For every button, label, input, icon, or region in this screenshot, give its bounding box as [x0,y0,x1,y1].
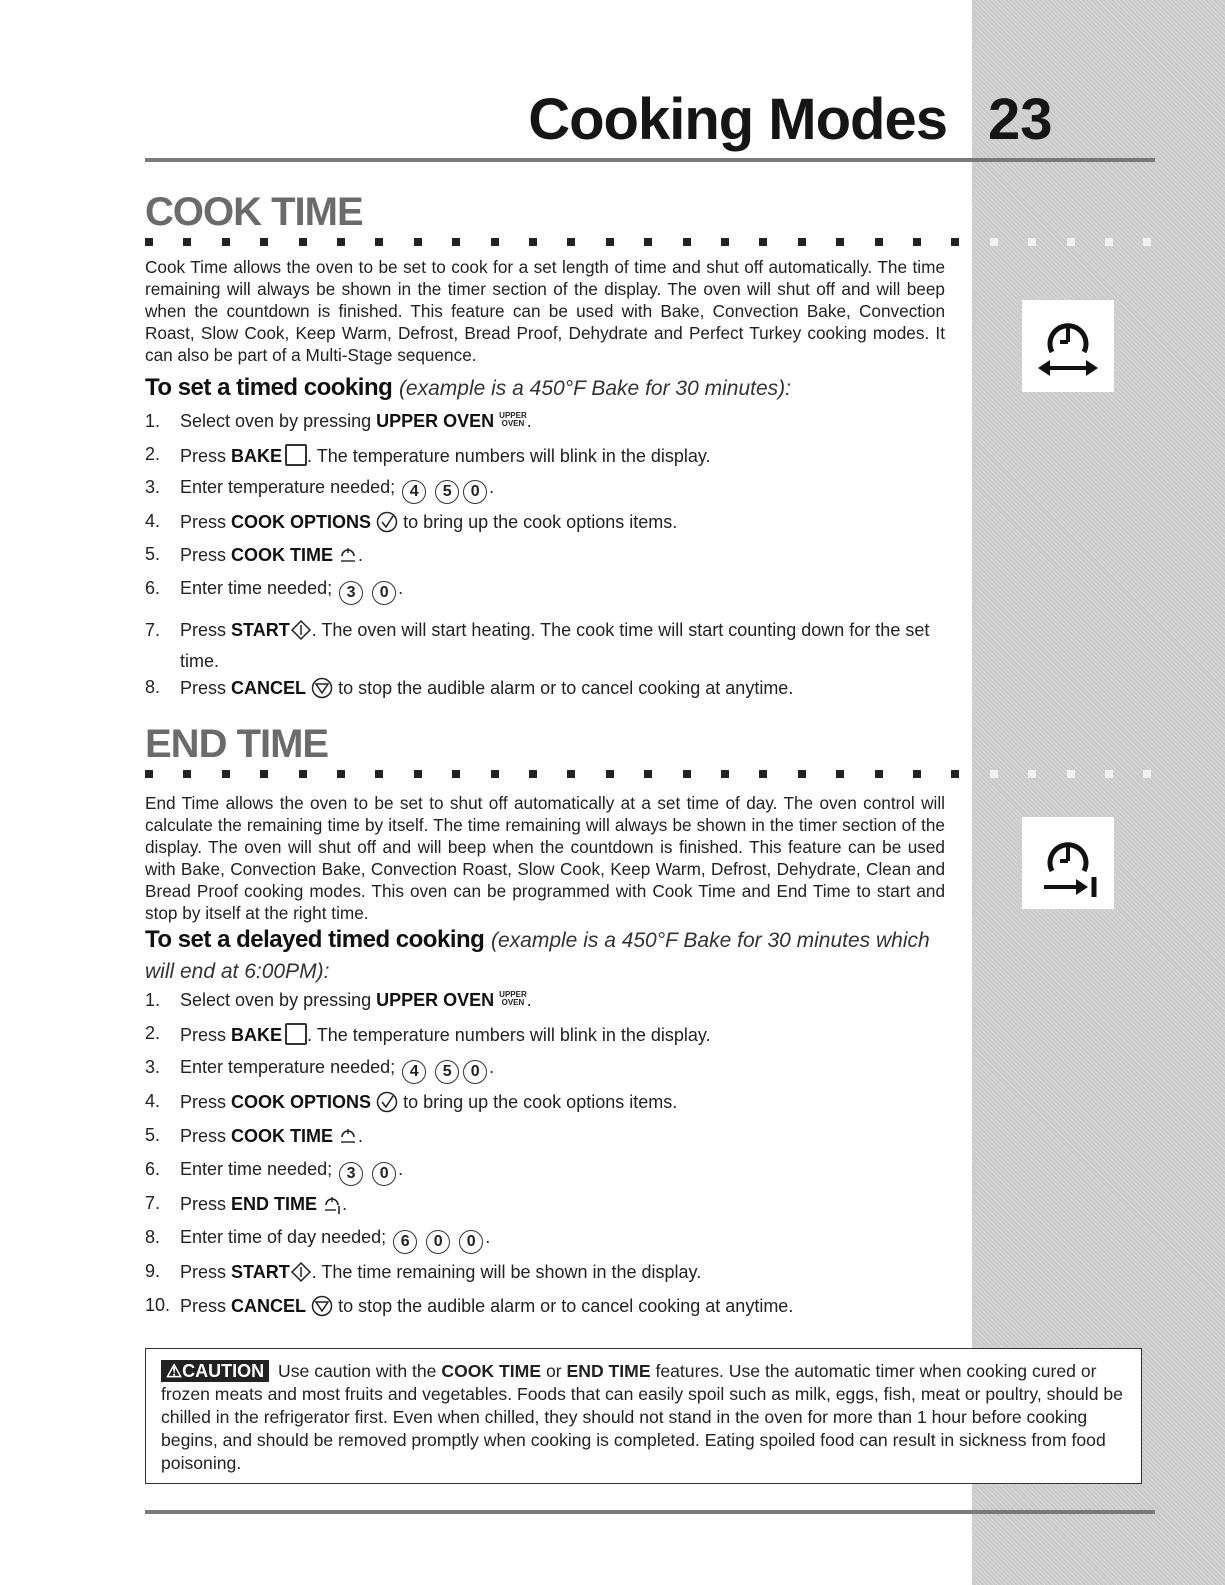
end-time-intro: End Time allows the oven to be set to shut off automatically at a set time of day. The oven control will calculate the remaining time by itself. The time remaining will always be shown in the timer section of the display. The oven will shut off and will beep when the countdown is finished. This feature can be used with Bake, Convection Bake, Convection Roast, Slow Cook, Keep Warm, Defrost, Dehydrate, Clean and Bread Proof cooking modes. This oven can be programmed with Cook Time and End Time to start and stop by itself at the right time. [145,793,945,923]
end-time-icon [1022,817,1114,909]
footer-rule [145,1510,1155,1514]
divider-dot [836,238,844,246]
subhead-text: To set a timed cooking [145,374,393,401]
warning-triangle-icon: ⚠ [166,1361,183,1381]
divider-dot [452,238,460,246]
divider-dot [798,770,806,778]
cook-time-subhead [145,373,955,404]
cook-time-title: COOK TIME [145,190,363,234]
step-2: 2. Press BAKE . The temperature numbers will blink in the display. [145,1023,711,1045]
divider-dot [414,238,422,246]
divider-dot [414,770,422,778]
divider-dot [567,770,575,778]
end-time-title: END TIME [145,722,329,766]
subhead-example: (example is a 450°F Bake for 30 minutes which will end at 6:00PM): [145,929,930,983]
divider-dot [145,238,153,246]
divider-dot [222,238,230,246]
divider-dot [491,238,499,246]
key-3-icon: 3 [339,1162,363,1186]
divider-dot [951,770,959,778]
step-2: 2. Press BAKE . The temperature numbers will blink in the display. [145,444,711,466]
step-8: 8. Enter time of day needed; 6 0 0 . [145,1227,955,1261]
divider-dot [951,238,959,246]
step-1: 1. Select oven by pressing UPPER OVEN UPPER OVEN . [145,411,532,431]
bake-key-icon [285,444,307,466]
step-5: 5. Press COOK TIME . [145,544,955,578]
divider-dot [721,770,729,778]
divider-dot [183,770,191,778]
page-header [0,78,1225,168]
key-0-icon: 0 [372,581,396,605]
divider-dot [1143,770,1151,778]
key-5-icon: 5 [435,1060,459,1084]
step-6: 6. Enter time needed; 3 0 . [145,578,955,617]
divider-dot [683,238,691,246]
divider-dot [299,770,307,778]
divider-dot [1067,238,1075,246]
divider-dot [990,770,998,778]
divider-dot [644,770,652,778]
caution-badge: ⚠CAUTION [161,1360,269,1382]
cook-options-key-icon [376,1091,398,1118]
step-4: 4. Press COOK OPTIONS to bring up the cook options items. [145,511,955,544]
step-4: 4. Press COOK OPTIONS to bring up the cook options items. [145,1091,955,1125]
step-6: 6. Enter time needed; 3 0 . [145,1159,955,1193]
divider-dot [375,770,383,778]
divider-dot [913,238,921,246]
step-8: 8. Press CANCEL to stop the audible alarm or to cancel cooking at anytime. [145,677,955,711]
key-0-icon: 0 [372,1162,396,1186]
page-number: 23 [988,87,1053,152]
divider-dot [990,238,998,246]
divider-dot [145,770,153,778]
step-7: 7. Press END TIME . [145,1193,955,1227]
step-3: 3. Enter temperature needed; 4 5 0 . [145,477,955,511]
divider-dot [375,238,383,246]
divider-dot [683,770,691,778]
subhead-text: To set a delayed timed cooking [145,926,485,953]
key-0-icon: 0 [463,480,487,504]
divider-dot [875,770,883,778]
divider-dot [721,238,729,246]
start-key-icon [290,1261,312,1288]
end-time-key-icon [322,1193,342,1220]
divider-dot [529,770,537,778]
divider-dot [260,770,268,778]
divider-dot [606,238,614,246]
divider-dot [798,238,806,246]
step-3: 3. Enter temperature needed; 4 5 0 . [145,1057,955,1091]
cook-time-intro: Cook Time allows the oven to be set to cook for a set length of time and shut off automatically. The time remaining will always be shown in the timer section of the display. The oven will shut off and will beep when the countdown is finished. This feature can be used with Bake, Convection Bake, Convection Roast, Slow Cook, Keep Warm, Defrost, Bread Proof, Dehydrate and Perfect Turkey cooking modes. It can also be part of a Multi-Stage sequence. [145,257,945,365]
step-1: 1. Select oven by pressing UPPER OVEN UPPER OVEN . [145,990,532,1010]
key-0-icon: 0 [426,1230,450,1254]
header-rule [145,158,1155,162]
cook-time-icon [1022,300,1114,392]
key-4-icon: 4 [402,480,426,504]
divider-dot [1105,770,1113,778]
section-divider-dots [145,770,1155,780]
divider-dot [875,238,883,246]
divider-dot [759,770,767,778]
bake-key-icon [285,1023,307,1045]
divider-dot [299,238,307,246]
key-4-icon: 4 [402,1060,426,1084]
divider-dot [1067,770,1075,778]
divider-dot [567,238,575,246]
cook-options-key-icon [376,511,398,538]
upper-oven-key-icon: UPPER OVEN [499,990,527,1007]
divider-dot [337,238,345,246]
upper-oven-key-icon: UPPER OVEN [499,411,527,428]
cancel-key-icon [311,677,333,704]
step-5: 5. Press COOK TIME . [145,1125,955,1159]
step-7: 7. Press START . The oven will start heating. The cook time will start counting down for the set time. [145,620,930,671]
divider-dot [1143,238,1151,246]
divider-dot [222,770,230,778]
section-divider-dots [145,238,1155,248]
cancel-key-icon [311,1295,333,1322]
divider-dot [606,770,614,778]
key-0-icon: 0 [463,1060,487,1084]
end-time-steps [145,990,955,1329]
step-10: 10. Press CANCEL to stop the audible alarm or to cancel cooking at anytime. [145,1295,955,1329]
divider-dot [1105,238,1113,246]
caution-text: ⚠CAUTION Use caution with the COOK TIME or END TIME features. Use the automatic timer when cooking cured or frozen meats and most fruits and vegetables. Foods that can easily spoil such as milk, eggs, fish, meat or poultry, should be chilled in the refrigerator first. Even when chilled, they should not stand in the oven for more than 1 hour before cooking begins, and should be removed promptly when cooking is completed. Eating spoiled food can result in sickness from food poisoning. [161,1361,1123,1473]
key-3-icon: 3 [339,581,363,605]
key-0-icon: 0 [459,1230,483,1254]
divider-dot [836,770,844,778]
subhead-example: (example is a 450°F Bake for 30 minutes): [398,377,791,400]
divider-dot [183,238,191,246]
divider-dot [759,238,767,246]
divider-dot [337,770,345,778]
divider-dot [260,238,268,246]
cook-time-steps [145,411,955,711]
divider-dot [1028,238,1036,246]
page-title: Cooking Modes [528,87,947,152]
key-5-icon: 5 [435,480,459,504]
divider-dot [491,770,499,778]
cook-time-key-icon [338,544,358,571]
caution-box [145,1348,1142,1484]
key-6-icon: 6 [393,1230,417,1254]
step-9: 9. Press START . The time remaining will be shown in the display. [145,1261,955,1295]
cook-time-key-icon [338,1125,358,1152]
divider-dot [529,238,537,246]
divider-dot [452,770,460,778]
end-time-subhead [145,925,955,987]
start-key-icon [290,619,312,648]
divider-dot [1028,770,1036,778]
divider-dot [913,770,921,778]
divider-dot [644,238,652,246]
